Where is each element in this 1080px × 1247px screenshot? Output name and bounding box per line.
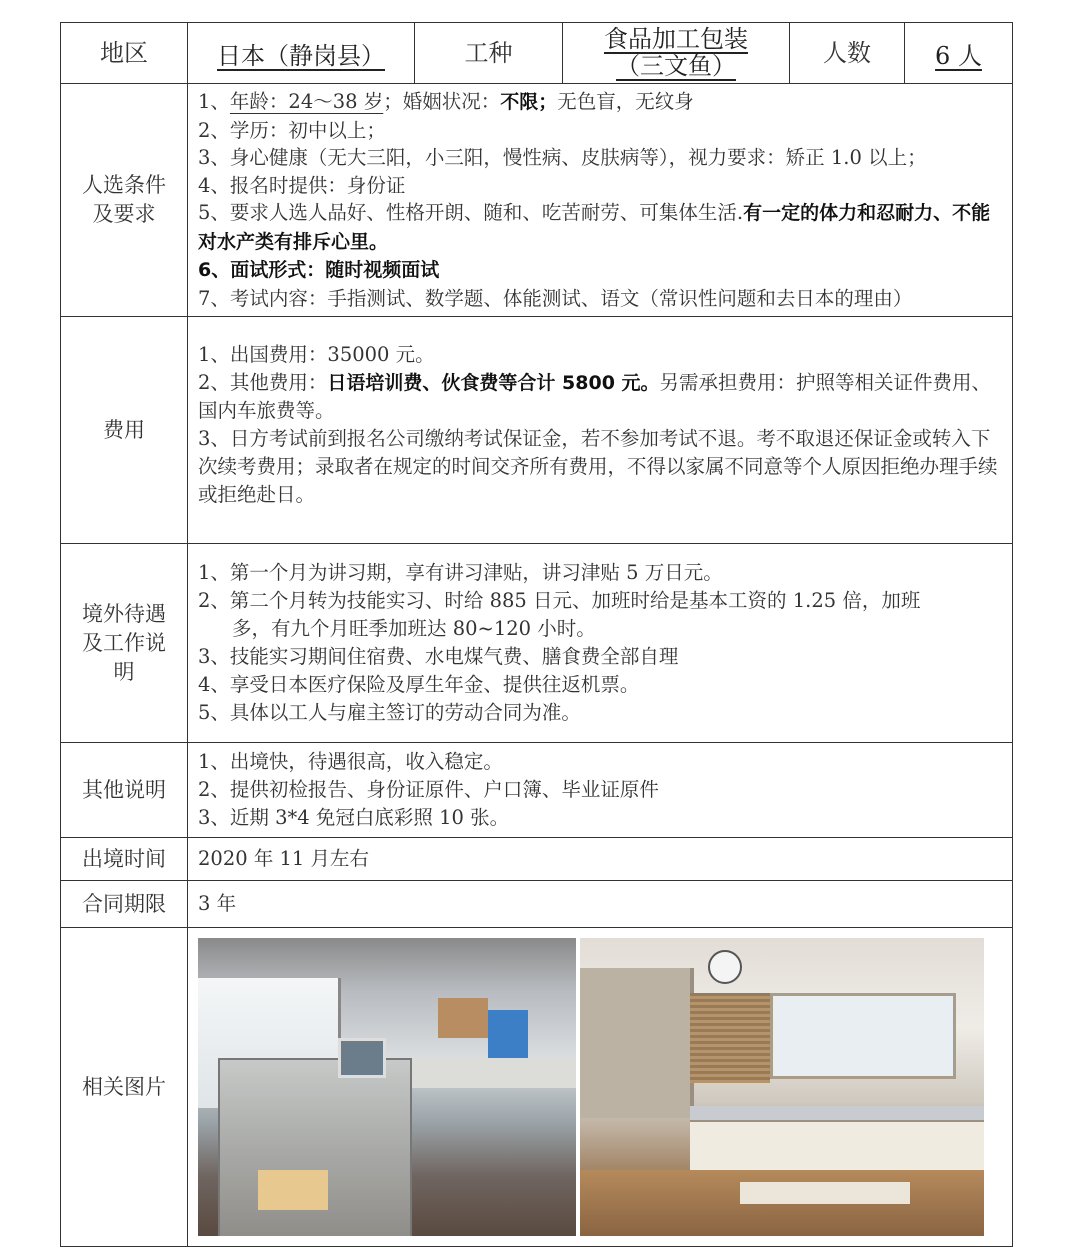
fee-line-2-a: 2、其他费用： [198, 371, 328, 394]
count-label: 人数 [790, 23, 905, 84]
job-text-line1: 食品加工包装 [604, 25, 748, 53]
fee-line-2-b: 日语培训费、伙食费等合计 5800 元。 [327, 372, 660, 394]
treatment-row [61, 544, 1013, 743]
requirements-row [61, 84, 1013, 317]
treat-line-2a: 2、第二个月转为技能实习、时给 885 日元、加班时给是基本工资的 1.25 倍，加班 [198, 589, 921, 612]
treatment-content [188, 544, 1013, 743]
requirements-label-line1: 人选条件 [82, 173, 166, 197]
treat-line-1: 1、第一个月为讲习期，享有讲习津贴，讲习津贴 5 万日元。 [198, 561, 723, 584]
req-other: 无色盲，无纹身 [557, 90, 694, 113]
photos-content [188, 928, 1013, 1247]
fee-line-1: 1、出国费用：35000 元。 [198, 343, 435, 366]
fees-row [61, 317, 1013, 544]
req-num-1: 1、 [198, 90, 230, 113]
count-value [905, 23, 1013, 84]
job-posting-sheet [60, 22, 1012, 1247]
job-text-line2: （三文鱼） [616, 52, 736, 80]
other-line-1: 1、出境快，待遇很高，收入稳定。 [198, 750, 503, 773]
fee-line-3: 3、日方考试前到报名公司缴纳考试保证金，若不参加考试不退。考不取退还保证金或转入下次续考费用；录取者在规定的时间交齐所有费用，不得以家属不同意等个人原因拒绝办理手续或拒绝赴日。 [198, 427, 998, 506]
treatment-label-line1: 境外待遇 [82, 601, 166, 626]
other-label: 其他说明 [61, 743, 188, 838]
contract-row [61, 881, 1013, 928]
req-marriage-label: ；婚姻状况： [383, 90, 501, 113]
req-line-2: 2、学历：初中以上； [198, 118, 386, 142]
region-value [188, 23, 415, 84]
req-marriage: 不限； [500, 91, 558, 113]
contract-value: 3 年 [188, 881, 1013, 928]
req-line-6 [198, 256, 1002, 285]
photos-row [61, 928, 1013, 1247]
treatment-label-line3: 明 [113, 659, 135, 684]
req-line-7: 7、考试内容：手指测试、数学题、体能测试、语文（常识性问题和去日本的理由） [198, 286, 913, 310]
contract-label: 合同期限 [61, 881, 188, 928]
req-line-5-a: 5、要求人选人品好、性格开朗、随和、吃苦耐劳、可集体生活. [198, 201, 744, 224]
req-line-1 [198, 88, 1002, 117]
other-line-2: 2、提供初检报告、身份证原件、户口簿、毕业证原件 [198, 778, 659, 801]
req-line-5 [198, 199, 1002, 256]
other-content [188, 743, 1013, 838]
req-line-3: 3、身心健康（无大三阳，小三阳，慢性病、皮肤病等），视力要求：矫正 1.0 以上； [198, 146, 927, 169]
region-label: 地区 [61, 23, 188, 84]
fees-content [188, 317, 1013, 544]
requirements-label-line2: 及要求 [92, 202, 156, 226]
departure-row [61, 838, 1013, 881]
count-text: 6 人 [935, 41, 982, 70]
req-line-5-b: 有一定的体力和忍耐力、不能对水产类有排斥心里。 [198, 202, 991, 253]
req-interview: 6、面试形式：随时视频面试 [198, 259, 440, 281]
job-value [563, 23, 790, 84]
fee-line-2 [198, 369, 1002, 425]
other-line-3: 3、近期 3*4 免冠白底彩照 10 张。 [198, 806, 510, 829]
fees-label: 费用 [61, 317, 188, 544]
req-line-4: 4、报名时提供：身份证 [198, 173, 406, 197]
region-text: 日本（静岗县） [217, 41, 385, 70]
requirements-content [188, 84, 1013, 317]
treat-line-2b: 多，有九个月旺季加班达 80~120 小时。 [232, 617, 596, 640]
job-info-table [60, 22, 1013, 1247]
fee-line-2-c: 另需承担费用：护照等相关证件费用、国内车旅费等。 [198, 371, 992, 422]
requirements-label [61, 84, 188, 317]
other-row [61, 743, 1013, 838]
treatment-label [61, 544, 188, 743]
departure-value: 2020 年 11 月左右 [188, 838, 1013, 881]
treat-line-5: 5、具体以工人与雇主签订的劳动合同为准。 [198, 701, 581, 724]
photos-label: 相关图片 [61, 928, 188, 1247]
treat-line-3: 3、技能实习期间住宿费、水电煤气费、膳食费全部自理 [198, 645, 679, 668]
job-label: 工种 [415, 23, 563, 84]
kitchen-photo [580, 938, 984, 1236]
treatment-label-line2: 及工作说 [82, 630, 166, 655]
factory-photo [198, 938, 576, 1236]
departure-label: 出境时间 [61, 838, 188, 881]
header-row [61, 23, 1013, 84]
treat-line-4: 4、享受日本医疗保险及厚生年金、提供往返机票。 [198, 673, 640, 696]
req-age: 年龄：24～38 岁 [229, 90, 384, 113]
